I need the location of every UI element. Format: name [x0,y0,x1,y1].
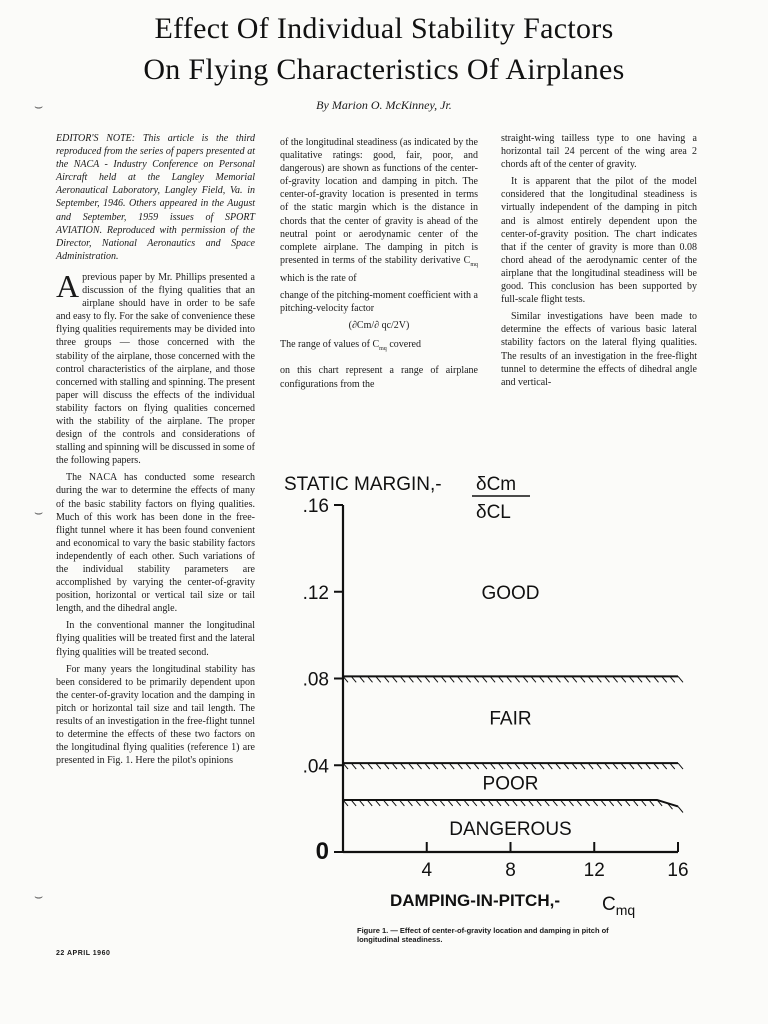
y-tick-label: .16 [302,496,329,517]
x-tick-label: 8 [505,860,516,881]
x-axis-title [390,891,635,918]
body-paragraph: The NACA has conducted some research during the war to determine the effects of many of the basic stability factors on flying qualities. Much of this work has been done in the free-flight tunnel where it has been found convenient and economical to vary the basic stability factors independently of each other. Such variations of the individual stability parameters are accomplished by varying the center-of-gravity position, horizontal or vertical tail size or tail length, and the dihedral angle. [56,472,255,615]
y-axis-title-denominator: δCL [476,502,511,523]
y-tick-label: .04 [302,756,329,778]
intro-paragraph: Aprevious paper by Mr. Phillips presented a discussion of the flying qualities that an airplane should have in order to be safe and easy to fly. For the sake of convenience these flying qualities requirements may be divided into three groups — those concerned with the stability of the airplane, those concerned with the control characteristics of the airplane, and those concerned with stalling and spinning. The present paper will discuss the effects of the individual stability factors on flying qualities concerned with the stability of the airplane. The proper design of the controls and considerations of stalling and spinning will be discussed in some of the following papers. [56,267,255,467]
article-title [0,8,768,90]
body-paragraph: It is apparent that the pilot of the model considered that the longitudinal steadiness is virtually independent of the damping in pitch and is almost entirely dependent upon the center-of-gravity position. The chart indicates that if the center of gravity is more than 0.08 chord ahead of the aerodynamic center of the airplane that the longitudinal steadiness will be good. This conclusion has been supported by full-scale flight tests. [501,176,697,306]
body-paragraph: straight-wing tailless type to one having a horizontal tail 24 percent of the wing area 2 chords aft of the center of gravity. [501,133,697,171]
drop-cap: A [56,267,80,304]
stability-chart [280,460,700,925]
y-tick-label: 0 [315,838,329,865]
byline: By Marion O. McKinney, Jr. [316,98,452,112]
region-label-poor: POOR [482,773,539,795]
title-line-2: On Flying Characteristics Of Airplanes [143,53,625,86]
editors-note: EDITOR'S NOTE: This article is the third reproduced from the series of papers presented at the NACA - Industry Conference on Personal Aircraft held at the Langley Memorial Aeronautical Laboratory, Langley Field, Va. in September, 1946. Others appeared in the August and September, 1959 issues of SPORT AVIATION. Reproduced with permission of the Director, National Aeronautics and Space Administration. [56,133,255,262]
body-paragraph: In the conventional manner the longitudinal flying qualities will be treated first and the lateral flying qualities will be treated second. [56,620,255,658]
title-line-1: Effect Of Individual Stability Factors [154,12,614,45]
region-label-dangerous: DANGEROUS [449,819,572,841]
pitching-velocity-formula: (∂Cm/∂ qc/2V) [348,320,410,332]
x-tick-label: 16 [667,860,689,881]
x-axis-title-symbol: $C_{mq}$ [602,894,636,918]
column-2 [280,136,478,395]
column-3 [501,132,697,393]
body-paragraph: The range of values of $C_{mq}$ covered [280,339,421,353]
body-paragraph: Similar investigations have been made to determine the effects of various basic lateral stability factors on the lateral flying qualities. The results of an investigation in the free-flight tunnel to determine the effects of dihedral angle and vertical- [501,311,697,388]
margin-mark: ⌣ [34,100,44,115]
y-tick-label: .12 [302,582,329,604]
page-footer: 22 APRIL 1960 [56,950,111,957]
x-tick-group [421,842,688,881]
column-1 [56,132,255,771]
margin-mark: ⌣ [34,506,44,521]
y-axis-title-main: STATIC MARGIN,- [284,474,442,495]
margin-mark: ⌣ [34,890,44,905]
body-paragraph: change of the pitching-moment coefficient with a pitching-velocity factor [280,290,478,315]
x-axis-title-main: DAMPING-IN-PITCH,- [390,891,560,910]
x-tick-label: 12 [583,860,605,881]
boundary-hatching [343,800,683,813]
figure-caption: Figure 1. — Effect of center-of-gravity location and damping in pitch of longitudinal steadiness. [357,926,609,944]
y-axis-title-numerator: δCm [476,474,517,495]
body-paragraph: of the longitudinal steadiness (as indicated by the qualitative ratings: good, fair, poor, and dangerous) are shown as functions of the center-of-gravity location and damping in pitch. The center-of-gravity location is presented in terms of the static margin which is the distance in chords that the center of gravity is ahead of the neutral point or aerodynamic center of the complete airplane. The damping in pitch is presented in terms of the stability derivative $C_{mq}$ which is the rate of [280,137,478,284]
x-tick-label: 4 [421,860,433,881]
y-tick-label: .08 [302,669,329,691]
region-label-good: GOOD [481,582,540,604]
region-label-fair: FAIR [489,708,532,730]
body-paragraph: For many years the longitudinal stability has been considered to be primarily dependent upon the center-of-gravity location and the damping in pitch or horizontal tail size and tail length. The results of an investigation in the free-flight tunnel to determine the effects of these two factors on the longitudinal flying qualities (reference 1) are presented in Fig. 1. Here the pilot's opinions [56,663,255,767]
y-tick-group [303,496,343,865]
body-paragraph: on this chart represent a range of airplane configurations from the [280,365,478,390]
